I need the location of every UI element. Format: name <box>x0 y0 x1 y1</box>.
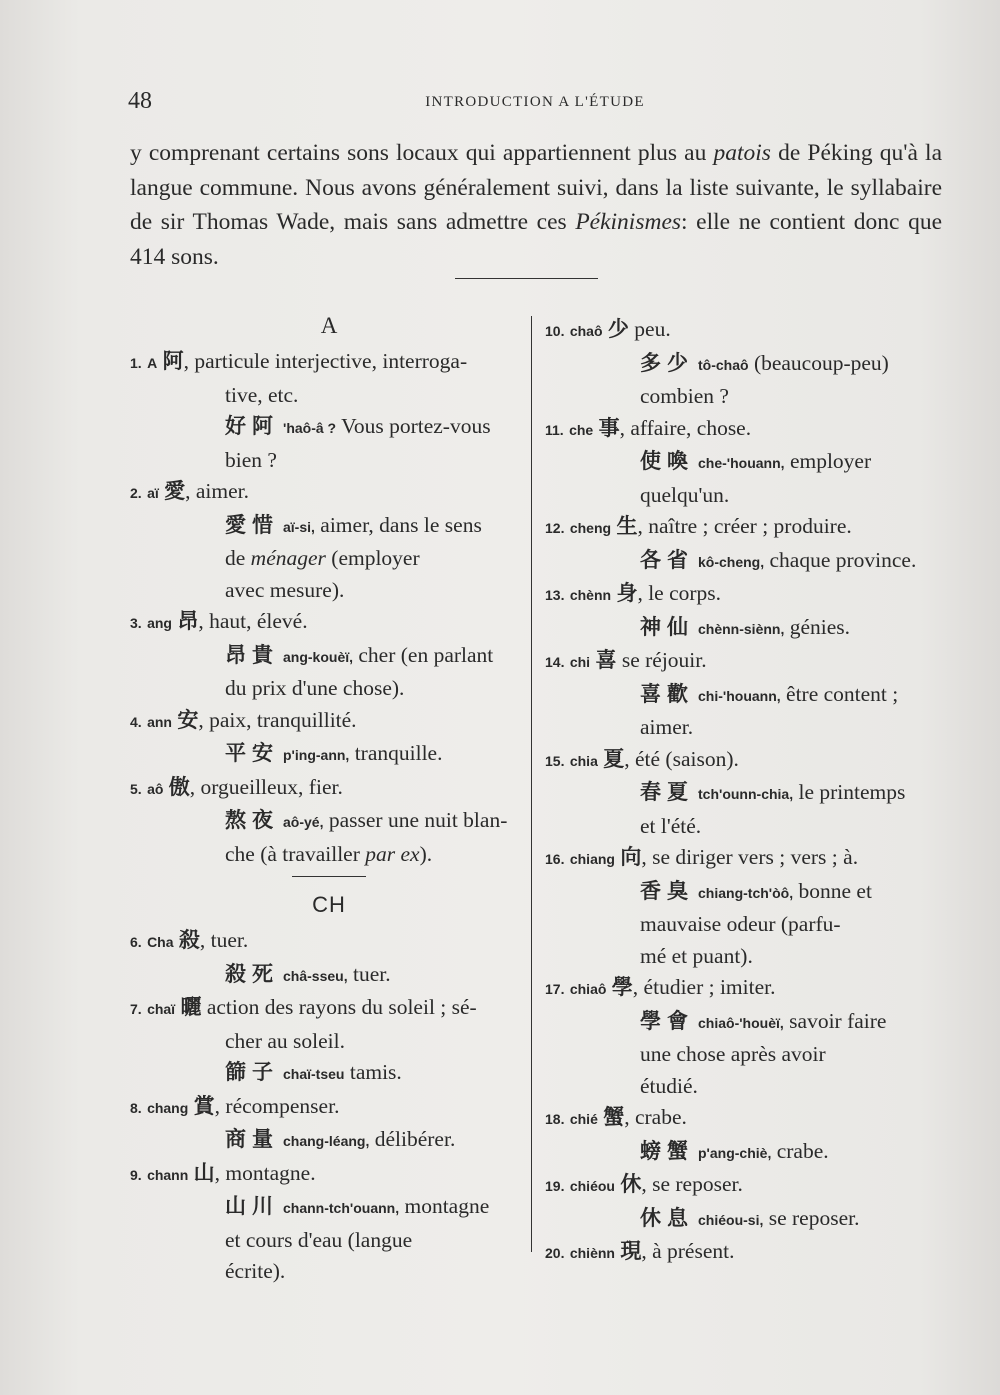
compound-romanization: chiéou-si, <box>698 1211 764 1228</box>
compound-gloss: cher (en parlant <box>353 642 494 667</box>
entry-gloss: , se diriger vers ; vers ; à. <box>641 845 859 869</box>
entry-number: 10. <box>545 323 565 339</box>
section-heading-a: A <box>320 313 338 338</box>
entry-12 <box>545 511 943 578</box>
compound-characters: 平安 <box>225 741 279 765</box>
compound-gloss-continued: une chose après avoir <box>640 1042 826 1066</box>
entry-romanization: chaô <box>569 323 603 339</box>
entry-number: 7. <box>130 1001 142 1017</box>
entry-romanization: chiènn <box>569 1245 615 1261</box>
compound-romanization: chaï-tseu <box>283 1066 345 1082</box>
compound-romanization: ang-kouèï, <box>283 648 354 665</box>
intro-paragraph <box>130 136 942 274</box>
entry-character: 學 <box>611 975 633 999</box>
compound-gloss: le printemps <box>793 780 906 804</box>
entry-number: 9. <box>130 1166 142 1183</box>
entry-gloss: , aimer. <box>185 479 250 503</box>
entry-5 <box>130 772 528 871</box>
entry-romanization: chiaô <box>569 981 607 997</box>
compound-gloss: tuer. <box>347 961 391 986</box>
entry-number: 19. <box>545 1178 565 1194</box>
entry-character: 殺 <box>178 928 200 952</box>
entry-gloss: peu. <box>628 317 671 341</box>
entry-14 <box>545 645 943 744</box>
entry-8 <box>130 1091 528 1158</box>
entry-romanization: chia <box>569 752 598 769</box>
entry-romanization: chann <box>147 1166 189 1183</box>
entry-number: 4. <box>130 713 142 730</box>
compound-gloss-continued <box>130 839 528 871</box>
compound-gloss: passer une nuit blan- <box>323 808 508 832</box>
compound-romanization: 'haô-â ? <box>283 420 337 436</box>
entry-gloss-continued: cher au soleil. <box>225 1028 345 1053</box>
compound-gloss-continued: quelqu'un. <box>640 482 730 507</box>
entry-number: 5. <box>130 780 142 797</box>
compound-gloss: aimer, dans le sens <box>314 512 482 537</box>
entry-number: 12. <box>545 520 565 536</box>
entry-gloss: se réjouir. <box>616 648 707 672</box>
entry-9 <box>130 1158 528 1288</box>
compound-romanization: chi-'houann, <box>698 687 781 704</box>
compound-romanization: aô-yé, <box>283 814 324 830</box>
intro-text-1: y comprenant certains sons locaux qui appartiennent plus au <box>130 140 707 166</box>
compound-gloss: chaque province. <box>764 547 917 572</box>
compound-characters: 神仙 <box>640 614 694 639</box>
entry-number: 14. <box>545 654 565 670</box>
entry-gloss: , crabe. <box>624 1105 687 1129</box>
entry-gloss: , récompenser. <box>214 1093 340 1118</box>
compound-characters: 各省 <box>640 547 694 572</box>
gloss-text: che (à travailler <box>225 841 366 866</box>
compound-characters: 山川 <box>225 1194 279 1218</box>
compound-gloss: Vous portez-vous <box>336 414 491 438</box>
entry-15 <box>545 744 943 843</box>
compound-gloss-continued: avec mesure). <box>225 577 345 602</box>
compound-romanization: chann-tch'ouann, <box>283 1200 400 1216</box>
entry-number: 11. <box>545 421 564 438</box>
compound-gloss-continued: aimer. <box>640 715 694 739</box>
entry-2 <box>130 476 528 606</box>
entry-gloss: , à présent. <box>641 1239 735 1263</box>
entry-gloss: action des rayons du soleil ; sé- <box>201 995 477 1019</box>
gloss-text: ). <box>419 841 433 866</box>
entry-20 <box>545 1236 943 1270</box>
entry-gloss: , été (saison). <box>624 746 739 771</box>
compound-characters: 昂貴 <box>225 642 279 667</box>
compound-gloss: savoir faire <box>783 1008 887 1033</box>
gloss-text: (employer <box>325 546 420 570</box>
entry-1 <box>130 346 528 476</box>
entry-character: 少 <box>607 317 629 341</box>
column-divider <box>531 316 532 1252</box>
entry-character: 喜 <box>595 648 617 672</box>
intro-text-3: : elle ne contient donc que 414 sons. <box>130 209 943 270</box>
compound-characters: 篩子 <box>225 1060 279 1084</box>
entry-number: 1. <box>130 355 142 371</box>
compound-gloss-continued: et cours d'eau (langue <box>225 1227 413 1252</box>
compound-gloss: génies. <box>784 614 851 639</box>
entry-character: 現 <box>620 1239 642 1263</box>
entry-number: 20. <box>545 1245 565 1261</box>
gloss-italic: par ex <box>365 841 420 866</box>
compound-characters: 熬夜 <box>225 808 279 832</box>
running-title: INTRODUCTION A L'ÉTUDE <box>425 94 645 110</box>
entry-romanization: chi <box>569 654 591 670</box>
entry-character: 休 <box>620 1172 642 1196</box>
entry-romanization: chiéou <box>569 1178 615 1194</box>
section-separator <box>292 876 366 877</box>
entry-number: 16. <box>545 851 565 867</box>
compound-gloss: délibérer. <box>369 1127 456 1151</box>
compound-gloss: se reposer. <box>763 1205 860 1230</box>
entry-gloss: , montagne. <box>214 1160 316 1185</box>
entry-character: 傲 <box>168 774 190 799</box>
entry-romanization: chié <box>569 1111 598 1127</box>
entry-13 <box>545 578 943 645</box>
entry-romanization: ann <box>147 713 172 730</box>
compound-gloss: employer <box>784 449 872 473</box>
entry-character: 身 <box>616 581 638 605</box>
entry-gloss: , particule interjective, interroga- <box>183 349 468 373</box>
compound-characters: 好阿 <box>225 414 279 438</box>
compound-gloss-continued: mauvaise odeur (parfu- <box>640 912 841 936</box>
compound-romanization: tch'ounn-chia, <box>698 786 794 802</box>
compound-gloss: crabe. <box>771 1138 829 1163</box>
entry-6 <box>130 925 528 992</box>
gloss-text: de <box>225 546 251 570</box>
entry-character: 山 <box>193 1160 215 1185</box>
gloss-italic: ménager <box>250 546 326 570</box>
entry-number: 2. <box>130 485 142 501</box>
entry-romanization: cheng <box>569 520 612 536</box>
entry-romanization: chènn <box>569 587 612 603</box>
entry-number: 18. <box>545 1111 565 1127</box>
compound-romanization: chiang-tch'òô, <box>698 884 794 901</box>
entry-gloss: , se reposer. <box>641 1172 743 1196</box>
entry-gloss: , le corps. <box>637 581 722 605</box>
entry-romanization: chang <box>147 1099 189 1116</box>
compound-romanization: che-'houann, <box>698 455 785 471</box>
compound-gloss: (beaucoup-peu) <box>748 350 889 375</box>
compound-gloss-continued: écrite). <box>225 1259 286 1283</box>
entry-character: 夏 <box>603 746 625 771</box>
entry-character: 昂 <box>177 609 199 633</box>
entry-character: 曬 <box>180 995 202 1019</box>
entry-character: 向 <box>620 845 642 869</box>
compound-characters: 螃蟹 <box>640 1138 694 1163</box>
entry-number: 8. <box>130 1099 142 1116</box>
compound-gloss-continued <box>130 543 528 575</box>
compound-gloss-continued: étudié. <box>640 1073 698 1098</box>
entry-romanization: chiang <box>569 851 615 867</box>
compound-romanization: aï-si, <box>283 518 315 535</box>
entry-10 <box>545 314 943 413</box>
compound-characters: 使喚 <box>640 449 694 473</box>
entry-romanization: aô <box>147 780 164 797</box>
entry-romanization: Cha <box>147 934 174 950</box>
entry-character: 賞 <box>193 1093 215 1118</box>
entry-11 <box>545 413 943 512</box>
entry-number: 3. <box>130 615 142 631</box>
entry-4 <box>130 705 528 772</box>
compound-gloss-continued: combien ? <box>640 384 729 408</box>
compound-gloss: bonne et <box>793 878 872 903</box>
entry-gloss: , tuer. <box>199 928 249 952</box>
entry-character: 愛 <box>164 479 186 503</box>
entry-romanization: chaï <box>147 1001 176 1017</box>
entry-number: 15. <box>545 752 565 769</box>
compound-gloss-continued: mé et puant). <box>640 943 753 968</box>
entry-7 <box>130 992 528 1091</box>
entry-number: 13. <box>545 587 565 603</box>
compound-gloss-continued: et l'été. <box>640 813 702 838</box>
entry-character: 安 <box>177 707 199 732</box>
compound-romanization: chang-léang, <box>283 1133 370 1149</box>
entry-gloss: , étudier ; imiter. <box>632 975 776 999</box>
entry-character: 蟹 <box>603 1105 625 1129</box>
intro-pekinismes: Pékinismes <box>575 209 682 235</box>
entry-number: 17. <box>545 981 565 997</box>
compound-gloss: être content ; <box>780 681 899 706</box>
entry-18 <box>545 1102 943 1169</box>
compound-characters: 休息 <box>640 1205 694 1230</box>
right-column <box>545 314 943 1270</box>
entry-character: 事 <box>598 415 620 440</box>
compound-romanization: kô-cheng, <box>698 553 765 570</box>
compound-characters: 商量 <box>225 1127 279 1151</box>
compound-gloss-continued: du prix d'une chose). <box>225 676 405 700</box>
entry-19 <box>545 1169 943 1236</box>
entry-romanization: ang <box>147 615 172 631</box>
left-column <box>130 306 528 1288</box>
compound-gloss: tranquille. <box>349 741 443 765</box>
compound-characters: 學會 <box>640 1008 694 1033</box>
intro-patois: patois <box>713 140 771 166</box>
compound-characters: 春夏 <box>640 780 694 804</box>
entry-16 <box>545 842 943 972</box>
compound-romanization: p'ang-chiè, <box>698 1144 772 1161</box>
entry-gloss-continued: tive, etc. <box>225 382 299 407</box>
compound-romanization: chiaô-'houèï, <box>698 1014 784 1031</box>
page-number: 48 <box>128 88 152 114</box>
compound-gloss: montagne <box>399 1194 490 1218</box>
compound-gloss: tamis. <box>344 1060 402 1084</box>
compound-romanization: p'ing-ann, <box>283 747 350 763</box>
section-rule <box>455 278 598 279</box>
entry-character: 阿 <box>162 349 184 373</box>
compound-romanization: châ-sseu, <box>283 967 348 984</box>
entry-gloss: , orgueilleux, fier. <box>189 774 343 799</box>
entry-gloss: , paix, tranquillité. <box>198 707 357 732</box>
compound-characters: 殺死 <box>225 961 279 986</box>
entry-number: 6. <box>130 934 142 950</box>
entry-romanization: aï <box>147 485 159 501</box>
entry-3 <box>130 606 528 705</box>
compound-gloss-continued: bien ? <box>225 447 277 472</box>
entry-gloss: , naître ; créer ; produire. <box>637 514 852 538</box>
entry-gloss: , affaire, chose. <box>619 415 752 440</box>
entry-romanization: A <box>147 355 158 371</box>
compound-characters: 愛惜 <box>225 512 279 537</box>
intro-text-2: de Péking qu'à la langue commune. Nous avons généralement suivi, dans la liste suivante, le syllabaire de sir Thomas Wade, mais sans admettre ces <box>130 140 943 235</box>
entry-gloss: , haut, élevé. <box>198 609 308 633</box>
section-heading-ch: CH <box>312 892 346 917</box>
compound-characters: 香臭 <box>640 878 694 903</box>
entry-17 <box>545 972 943 1102</box>
entry-romanization: che <box>569 421 594 438</box>
compound-romanization: chènn-siènn, <box>698 620 785 637</box>
entry-character: 生 <box>616 514 638 538</box>
compound-romanization: tô-chaô <box>698 356 749 373</box>
compound-characters: 多少 <box>640 350 694 375</box>
compound-characters: 喜歡 <box>640 681 694 706</box>
